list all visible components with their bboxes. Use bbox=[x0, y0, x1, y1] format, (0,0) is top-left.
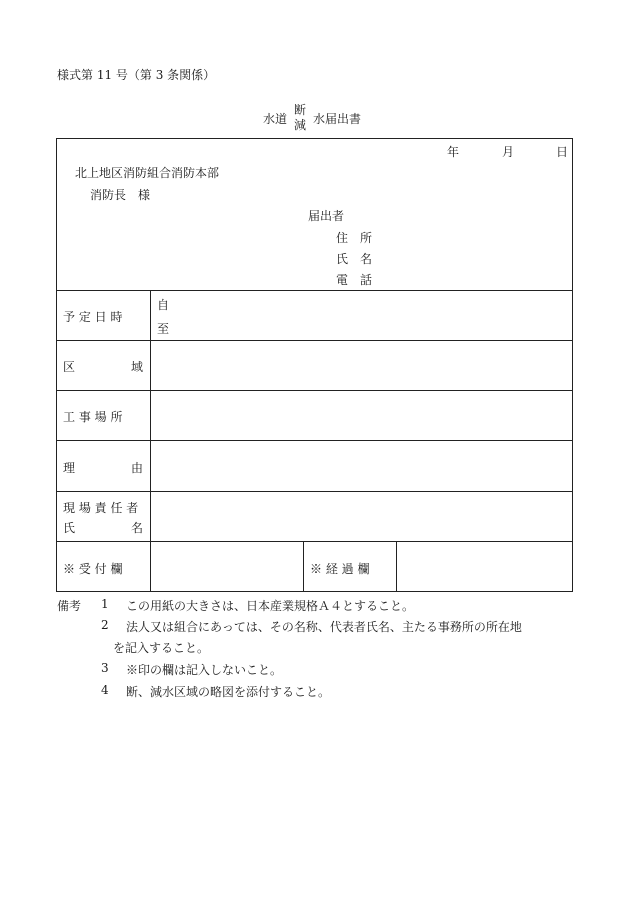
row-divider bbox=[56, 541, 573, 542]
date-year-label: 年 bbox=[447, 145, 460, 159]
area-label-a: 区 bbox=[63, 360, 76, 374]
reason-label-b: 由 bbox=[130, 461, 143, 475]
column-divider bbox=[396, 541, 397, 592]
form-number: 様式第 11 号（第 3 条関係） bbox=[57, 68, 216, 82]
manager-name-label-a: 氏 bbox=[63, 521, 76, 535]
applicant-address-label: 住 所 bbox=[336, 231, 373, 245]
note-number: 1 bbox=[101, 597, 109, 611]
schedule-label: 予 定 日 時 bbox=[63, 310, 123, 324]
row-divider bbox=[56, 491, 573, 492]
label-column-divider bbox=[150, 290, 151, 592]
site-label: 工 事 場 所 bbox=[63, 410, 123, 424]
note-number: 4 bbox=[101, 683, 109, 697]
manager-name-label bbox=[63, 519, 143, 536]
note-text: 法人又は組合にあっては、その名称、代表者氏名、主たる事務所の所在地 bbox=[126, 620, 522, 634]
note-text: ※印の欄は記入しないこと。 bbox=[126, 663, 283, 677]
manager-name-label-b: 名 bbox=[130, 521, 143, 535]
title-option-cut: 断 bbox=[293, 103, 306, 117]
area-label-b: 域 bbox=[130, 360, 143, 374]
column-divider bbox=[303, 541, 304, 592]
addressee-title: 消防長 様 bbox=[90, 188, 151, 202]
note-text-continued: を記入すること。 bbox=[113, 641, 210, 655]
reason-label-a: 理 bbox=[63, 461, 76, 475]
addressee-org: 北上地区消防組合消防本部 bbox=[75, 166, 220, 180]
schedule-from-label: 自 bbox=[157, 298, 170, 312]
title-suffix: 水届出書 bbox=[313, 112, 362, 126]
row-divider bbox=[56, 390, 573, 391]
row-divider bbox=[56, 440, 573, 441]
area-label bbox=[63, 358, 143, 375]
date-day-label: 日 bbox=[556, 145, 569, 159]
progress-label: ※ 経 過 欄 bbox=[310, 562, 370, 576]
title-option-reduce: 減 bbox=[293, 118, 306, 132]
note-text: 断、減水区域の略図を添付すること。 bbox=[126, 685, 331, 699]
notes-heading: 備考 bbox=[57, 599, 82, 613]
applicant-heading: 届出者 bbox=[308, 209, 345, 223]
applicant-phone-label: 電 話 bbox=[336, 273, 373, 287]
title-prefix: 水道 bbox=[263, 112, 288, 126]
row-divider bbox=[56, 340, 573, 341]
applicant-name-label: 氏 名 bbox=[336, 252, 373, 266]
schedule-to-label: 至 bbox=[157, 322, 170, 336]
note-number: 2 bbox=[101, 618, 109, 632]
title-option-stack bbox=[293, 103, 307, 133]
manager-label: 現 場 責 任 者 bbox=[63, 501, 139, 515]
reason-label bbox=[63, 459, 143, 476]
date-month-label: 月 bbox=[502, 145, 515, 159]
row-divider bbox=[56, 290, 573, 291]
note-number: 3 bbox=[101, 661, 109, 675]
note-text: この用紙の大きさは、日本産業規格Ａ４とすること。 bbox=[126, 599, 415, 613]
reception-label: ※ 受 付 欄 bbox=[63, 562, 123, 576]
